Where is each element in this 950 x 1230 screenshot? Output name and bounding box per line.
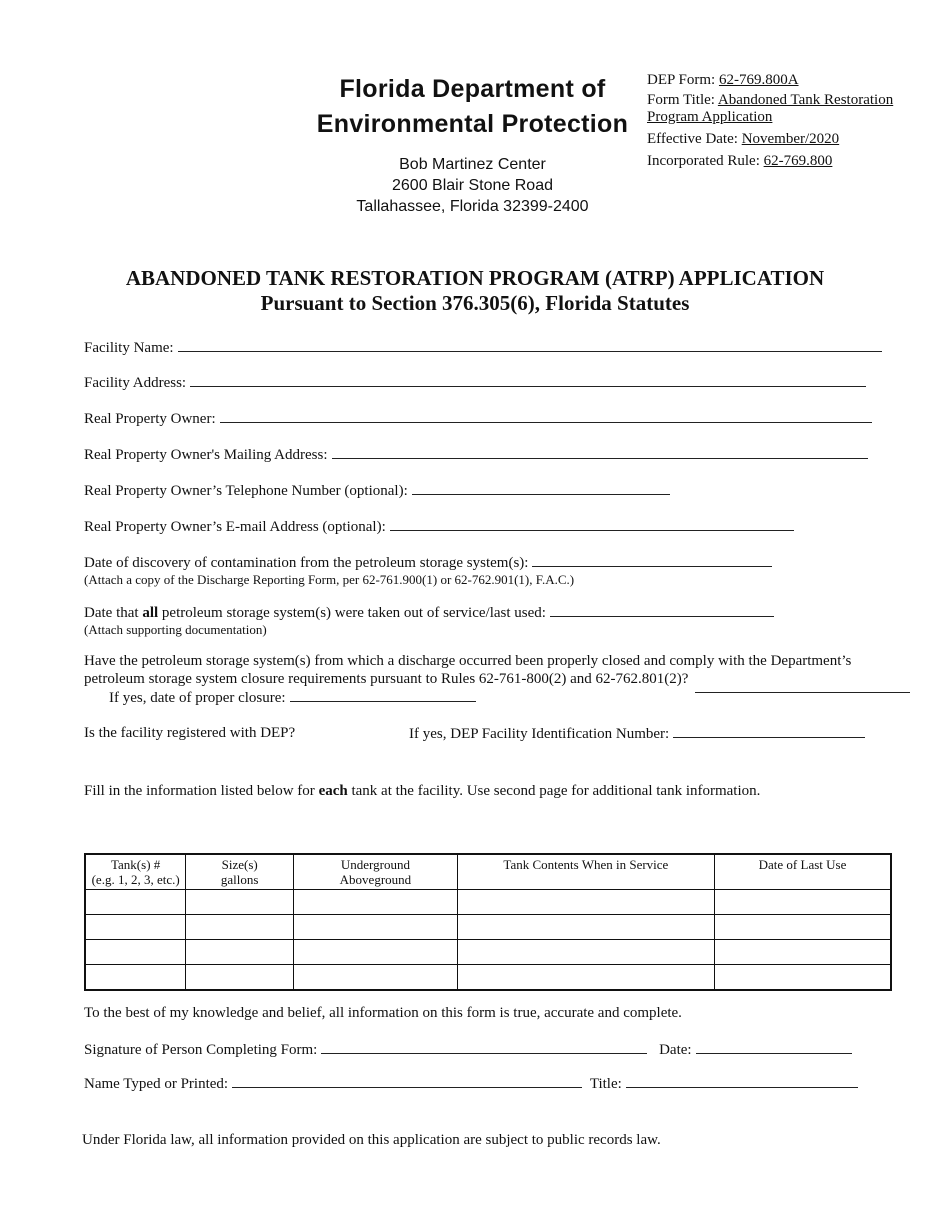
closure-question: Have the petroleum storage system(s) from which a discharge occurred been properly closed and comply with the Department’s petroleum storage system closure requirements pursuant to Rules 62-761-800(2) and 62-762.801(2)?	[84, 653, 852, 687]
owner-email-row	[84, 517, 894, 536]
form-title-value-line2: Program Application	[647, 109, 773, 125]
service-date-label-post: petroleum storage system(s) were taken out of service/last used:	[158, 605, 546, 621]
facility-id-label: If yes, DEP Facility Identification Number:	[409, 726, 670, 742]
instructions-pre: Fill in the information listed below for	[84, 783, 319, 799]
registered-label: Is the facility registered with DEP?	[84, 725, 296, 741]
public-records-notice: Under Florida law, all information provided on this application are subject to public records law.	[82, 1132, 661, 1148]
table-cell[interactable]	[85, 940, 186, 965]
dep-form-label: DEP Form:	[647, 72, 716, 88]
table-cell[interactable]	[85, 915, 186, 940]
table-cell[interactable]	[186, 890, 294, 915]
facility-id-row	[409, 724, 889, 743]
form-title-line1: ABANDONED TANK RESTORATION PROGRAM (ATRP) APPLICATION	[125, 266, 825, 290]
incorporated-rule-value: 62-769.800	[763, 153, 833, 169]
header-contents: Tank Contents When in Service	[457, 854, 714, 890]
table-cell[interactable]	[294, 915, 458, 940]
discovery-date-row	[84, 553, 894, 587]
name-row	[84, 1074, 894, 1093]
agency-address	[300, 154, 645, 217]
closure-date-row	[109, 688, 919, 707]
instructions-post: tank at the facility. Use second page for additional tank information.	[347, 783, 761, 799]
table-row	[85, 940, 891, 965]
header-tank-number: Tank(s) # (e.g. 1, 2, 3, etc.)	[85, 854, 186, 890]
facility-name-row	[84, 338, 894, 357]
date-label: Date:	[659, 1042, 692, 1058]
table-row	[85, 890, 891, 915]
owner-phone-row	[84, 481, 894, 500]
form-meta	[647, 70, 927, 173]
name-field[interactable]	[232, 1074, 582, 1088]
form-title-label: Form Title:	[647, 92, 715, 108]
owner-mailing-row	[84, 445, 894, 464]
discovery-date-note: (Attach a copy of the Discharge Reporting Form, per 62-761.900(1) or 62-762.901(1), F.A.C.)	[84, 572, 575, 587]
form-title	[0, 266, 950, 316]
certification-statement: To the best of my knowledge and belief, all information on this form is true, accurate and complete.	[84, 1005, 682, 1021]
address-line1: Bob Martinez Center	[399, 156, 546, 173]
table-cell[interactable]	[715, 940, 892, 965]
address-line3: Tallahassee, Florida 32399-2400	[356, 198, 589, 215]
table-cell[interactable]	[715, 965, 892, 991]
service-date-note: (Attach supporting documentation)	[84, 622, 267, 637]
title-field[interactable]	[626, 1074, 858, 1088]
table-cell[interactable]	[85, 965, 186, 991]
discovery-date-field[interactable]	[532, 553, 772, 567]
closure-date-label: If yes, date of proper closure:	[109, 690, 286, 706]
table-cell[interactable]	[186, 940, 294, 965]
header-location: Underground Aboveground	[294, 854, 458, 890]
tank-table-header	[85, 854, 891, 890]
form-title-value-line1: Abandoned Tank Restoration	[717, 92, 894, 108]
title-label: Title:	[589, 1076, 622, 1092]
table-cell[interactable]	[186, 965, 294, 991]
instructions-bold: each	[318, 783, 348, 799]
dep-form-value: 62-769.800A	[718, 72, 799, 88]
owner-mailing-field[interactable]	[332, 445, 868, 459]
table-cell[interactable]	[457, 890, 714, 915]
property-owner-row	[84, 409, 894, 428]
table-cell[interactable]	[457, 940, 714, 965]
facility-address-field[interactable]	[190, 373, 866, 387]
table-row	[85, 915, 891, 940]
header-size: Size(s) gallons	[186, 854, 294, 890]
table-cell[interactable]	[85, 890, 186, 915]
property-owner-label: Real Property Owner:	[84, 411, 216, 427]
effective-date-value: November/2020	[741, 131, 840, 147]
property-owner-field[interactable]	[220, 409, 872, 423]
service-date-field[interactable]	[550, 603, 774, 617]
discovery-date-label: Date of discovery of contamination from the petroleum storage system(s):	[84, 555, 529, 571]
facility-id-field[interactable]	[673, 724, 865, 738]
owner-phone-field[interactable]	[412, 481, 670, 495]
table-row	[85, 965, 891, 991]
tank-table	[84, 853, 892, 991]
table-cell[interactable]	[457, 915, 714, 940]
instructions	[84, 782, 894, 800]
owner-phone-label: Real Property Owner’s Telephone Number (optional):	[84, 483, 408, 499]
table-cell[interactable]	[715, 915, 892, 940]
service-date-row	[84, 603, 894, 637]
table-cell[interactable]	[457, 965, 714, 991]
incorporated-rule-label: Incorporated Rule:	[647, 153, 760, 169]
name-label: Name Typed or Printed:	[84, 1076, 229, 1092]
effective-date-label: Effective Date:	[647, 131, 738, 147]
signature-label: Signature of Person Completing Form:	[84, 1042, 318, 1058]
table-cell[interactable]	[294, 965, 458, 991]
owner-email-label: Real Property Owner’s E-mail Address (optional):	[84, 519, 386, 535]
header-last-use: Date of Last Use	[715, 854, 892, 890]
table-cell[interactable]	[294, 890, 458, 915]
agency-name-line2: Environmental Protection	[316, 110, 629, 138]
table-cell[interactable]	[186, 915, 294, 940]
signature-field[interactable]	[321, 1040, 647, 1054]
closure-date-field[interactable]	[290, 688, 476, 702]
form-title-line2: Pursuant to Section 376.305(6), Florida Statutes	[260, 291, 690, 315]
owner-email-field[interactable]	[390, 517, 794, 531]
agency-name	[300, 72, 645, 142]
facility-name-label: Facility Name:	[84, 340, 174, 356]
date-field[interactable]	[696, 1040, 852, 1054]
table-cell[interactable]	[715, 890, 892, 915]
signature-row	[84, 1040, 894, 1059]
service-date-label-pre: Date that	[84, 605, 143, 621]
agency-name-line1: Florida Department of	[339, 75, 606, 103]
service-date-label-bold: all	[142, 605, 159, 621]
table-cell[interactable]	[294, 940, 458, 965]
facility-name-field[interactable]	[178, 338, 882, 352]
address-line2: 2600 Blair Stone Road	[392, 177, 553, 194]
owner-mailing-label: Real Property Owner's Mailing Address:	[84, 447, 328, 463]
facility-address-label: Facility Address:	[84, 375, 187, 391]
facility-address-row	[84, 373, 894, 392]
